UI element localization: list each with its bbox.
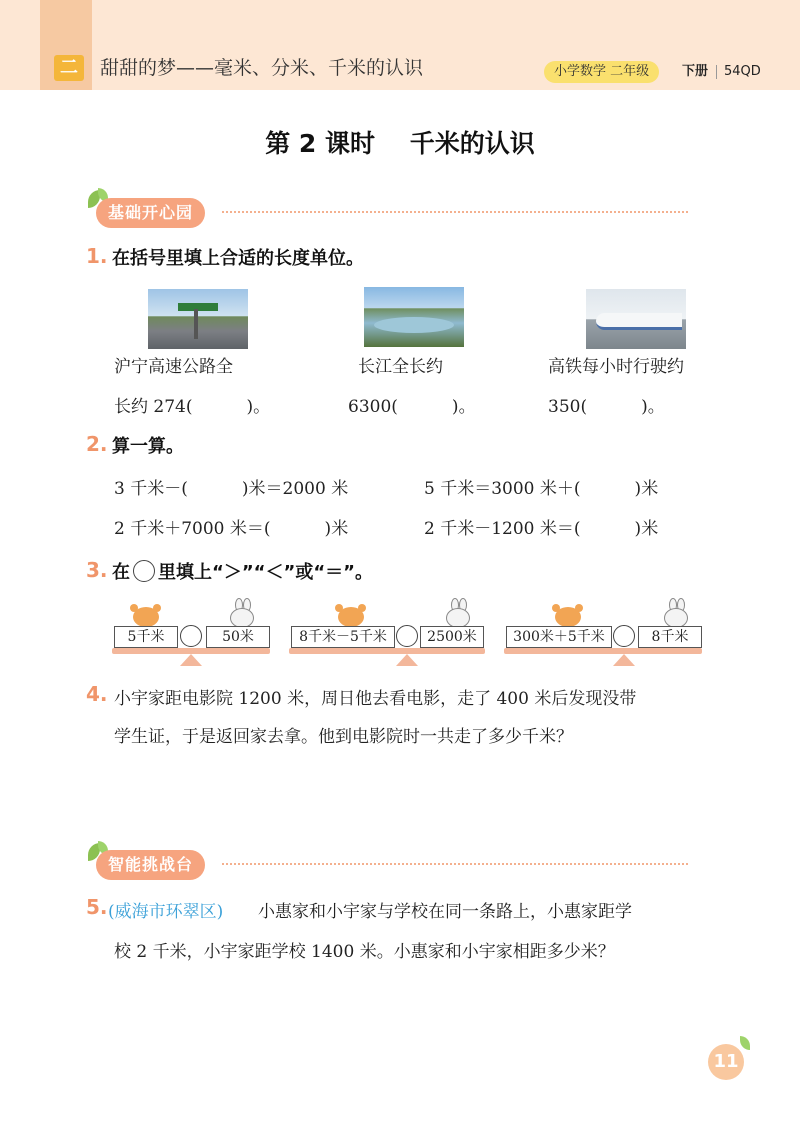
question-number: 1. [86,244,108,268]
tiger-ear [358,604,366,612]
balance-pivot [180,654,202,666]
balance-pivot [396,654,418,666]
balance-beam [504,648,702,654]
high-speed-train-photo [586,289,686,349]
q1-item-3-line1: 高铁每小时行驶约 [548,357,684,377]
q1-item-2-line2: 6300( )。 [348,397,476,417]
tiger-ear [335,604,343,612]
question-number: 4. [86,682,108,706]
bunny-icon [446,608,470,628]
section-divider [222,211,688,213]
balance-beam [289,648,485,654]
left-pan: 300米＋5千米 [506,626,612,648]
right-pan: 50米 [206,626,270,648]
tiger-ear [153,604,161,612]
question-number: 3. [86,558,108,582]
header-divider [716,65,717,79]
comparison-circle[interactable] [180,625,202,647]
tiger-ear [130,604,138,612]
tiger-ear [575,604,583,612]
right-pan: 2500米 [420,626,484,648]
question-text: 在括号里填上合适的长度单位。 [112,248,364,269]
right-pan: 8千米 [638,626,702,648]
q5-line2: 校 2 千米，小宇家距学校 1400 米。小惠家和小宇家相距多少米？ [114,942,615,962]
yangtze-river-photo [364,287,464,347]
left-pan: 8千米－5千米 [291,626,395,648]
section-challenge-title: 智能挑战台 [96,850,205,880]
section-divider [222,863,688,865]
q4-line1: 小宇家距电影院 1200 米，周日他去看电影，走了 400 米后发现没带 [114,689,637,709]
unit-badge: 二 [54,55,84,81]
book-code: 54QD [724,64,761,79]
q2-expression: 2 千米－1200 米＝( )米 [424,519,659,539]
q1-item-2-line1: 长江全长约 [358,357,443,377]
comparison-circle[interactable] [396,625,418,647]
q1-item-1-line1: 沪宁高速公路全 [114,357,233,377]
page-number: 11 [713,1051,739,1072]
bunny-icon [230,608,254,628]
bunny-icon [664,608,688,628]
grade-label: 小学数学 二年级 [544,61,659,83]
answer-circle-icon [133,560,155,582]
lesson-title: 第 2 课时 千米的认识 [265,129,535,158]
tiger-ear [552,604,560,612]
q2-expression: 2 千米＋7000 米＝( )米 [114,519,349,539]
q1-item-1-line2: 长约 274( )。 [114,397,271,417]
q5-source: (威海市环翠区) [108,902,224,922]
highway-photo [148,289,248,349]
left-pan: 5千米 [114,626,178,648]
q4-line2: 学生证，于是返回家去拿。他到电影院时一共走了多少千米？ [114,727,573,747]
question-number: 5. [86,895,108,919]
q2-expression: 5 千米＝3000 米＋( )米 [424,479,659,499]
volume-label: 下册 [682,64,709,79]
unit-title: 甜甜的梦——毫米、分米、千米的认识 [100,57,424,79]
q1-item-3-line2: 350( )。 [548,397,665,417]
q2-expression: 3 千米－( )米＝2000 米 [114,479,349,499]
question-text-end: 里填上“＞”“＜”或“＝”。 [158,562,373,583]
section-basic-title: 基础开心园 [96,198,205,228]
comparison-circle[interactable] [613,625,635,647]
balance-pivot [613,654,635,666]
question-text-start: 在 [112,562,130,583]
q5-line1: 小惠家和小宇家与学校在同一条路上，小惠家距学 [258,902,632,922]
question-number: 2. [86,432,108,456]
question-text: 算一算。 [112,436,184,457]
